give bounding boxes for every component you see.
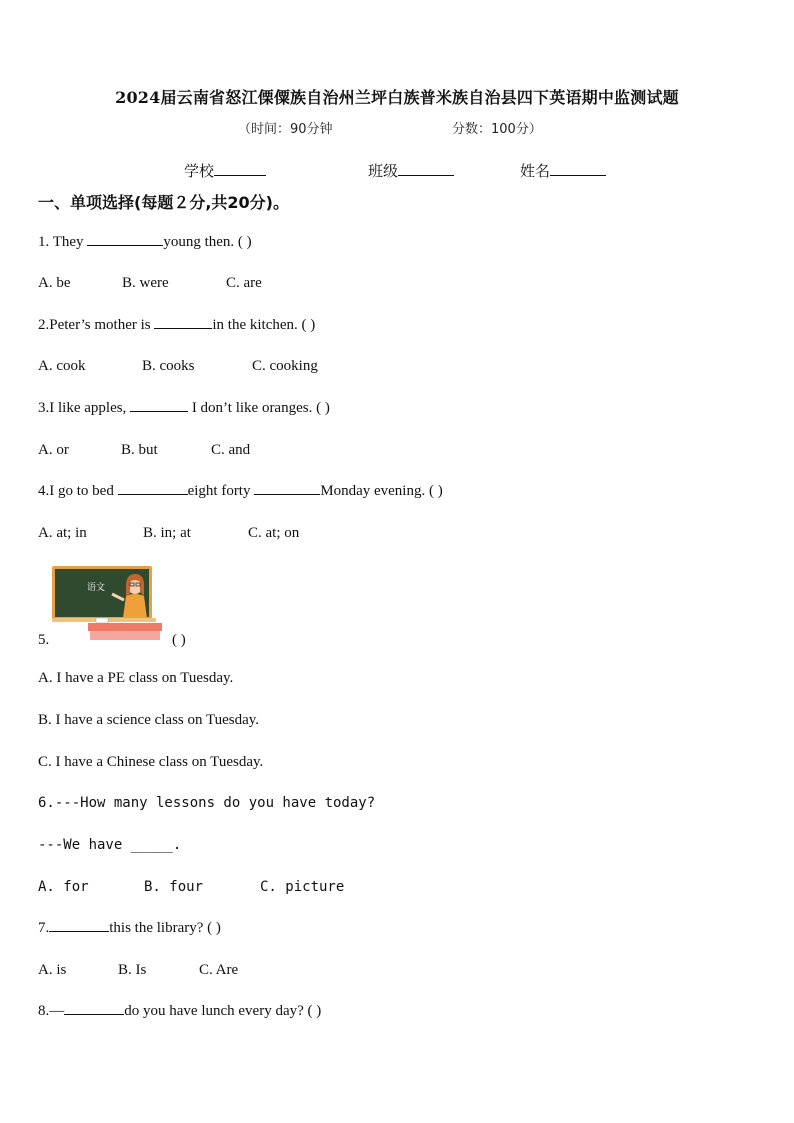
question-4: 4.I go to bed eight forty Monday evening. ( )	[38, 483, 443, 499]
option-a: A. for	[38, 879, 89, 895]
question-2-options	[38, 358, 318, 375]
answer-blank	[154, 327, 212, 329]
option-c: C. and	[211, 442, 251, 458]
exam-time: （时间：90分钟	[238, 122, 333, 137]
option-a: A. at; in	[38, 525, 87, 541]
question-1: 1. They young then. ( )	[38, 234, 252, 250]
question-7: 7. this the library? ( )	[38, 920, 221, 936]
option-a: A. be	[38, 275, 71, 291]
option-b: B. four	[144, 879, 204, 895]
answer-blank	[118, 493, 188, 495]
option-c: C. at; on	[248, 525, 300, 541]
option-c: C. cooking	[252, 358, 318, 374]
school-label: 学校	[184, 162, 215, 180]
class-label: 班级	[368, 162, 399, 180]
option-c: C. Are	[199, 962, 239, 978]
option-a: A. cook	[38, 358, 86, 374]
question-2: 2.Peter’s mother is in the kitchen. ( )	[38, 317, 316, 333]
option-b: B. were	[122, 275, 169, 291]
exam-score: 分数：100分）	[452, 122, 542, 137]
question-3: 3.I like apples, I don’t like oranges. ( )	[38, 400, 330, 416]
section-heading: 一、单项选择(每题２分,共20分)。	[38, 193, 289, 212]
name-field	[520, 160, 606, 181]
page-title: 2024届云南省怒江傈僳族自治州兰坪白族普米族自治县四下英语期中监测试题	[115, 88, 679, 107]
option-a: A. is	[38, 962, 67, 978]
option-c: C. are	[226, 275, 262, 291]
question-5-number: 5.	[38, 632, 50, 648]
option-b: B. but	[121, 442, 158, 458]
answer-blank	[130, 410, 188, 412]
school-field	[184, 160, 266, 181]
question-6: 6.---How many lessons do you have today?	[38, 795, 376, 811]
question-4-options	[38, 525, 299, 542]
option-a: A. or	[38, 442, 69, 458]
option-c: C. picture	[260, 879, 345, 895]
question-5-option-c: C. I have a Chinese class on Tuesday.	[38, 754, 264, 770]
option-b: B. cooks	[142, 358, 195, 374]
answer-blank	[254, 493, 320, 495]
answer-blank	[64, 1013, 124, 1015]
school-blank	[214, 174, 266, 176]
question-5-option-a: A. I have a PE class on Tuesday.	[38, 670, 234, 686]
name-blank	[550, 174, 606, 176]
question-6-options	[38, 879, 344, 896]
question-3-options	[38, 442, 250, 459]
name-label: 姓名	[520, 162, 551, 180]
answer-blank	[49, 930, 109, 932]
question-5-option-b: B. I have a science class on Tuesday.	[38, 712, 260, 728]
class-blank	[398, 174, 454, 176]
answer-blank	[87, 244, 163, 246]
question-6-answer: ---We have _____.	[38, 837, 182, 853]
blackboard-text: 语文	[86, 583, 106, 593]
question-5-paren: ( )	[172, 632, 186, 648]
option-b: B. in; at	[143, 525, 191, 541]
question-1-options	[38, 275, 262, 292]
question-7-options	[38, 962, 238, 979]
question-8: 8.— do you have lunch every day? ( )	[38, 1003, 322, 1019]
teacher-blackboard-icon	[52, 566, 164, 642]
teacher-blackboard-picture	[52, 566, 164, 642]
class-field	[368, 160, 454, 181]
option-b: B. Is	[118, 962, 147, 978]
